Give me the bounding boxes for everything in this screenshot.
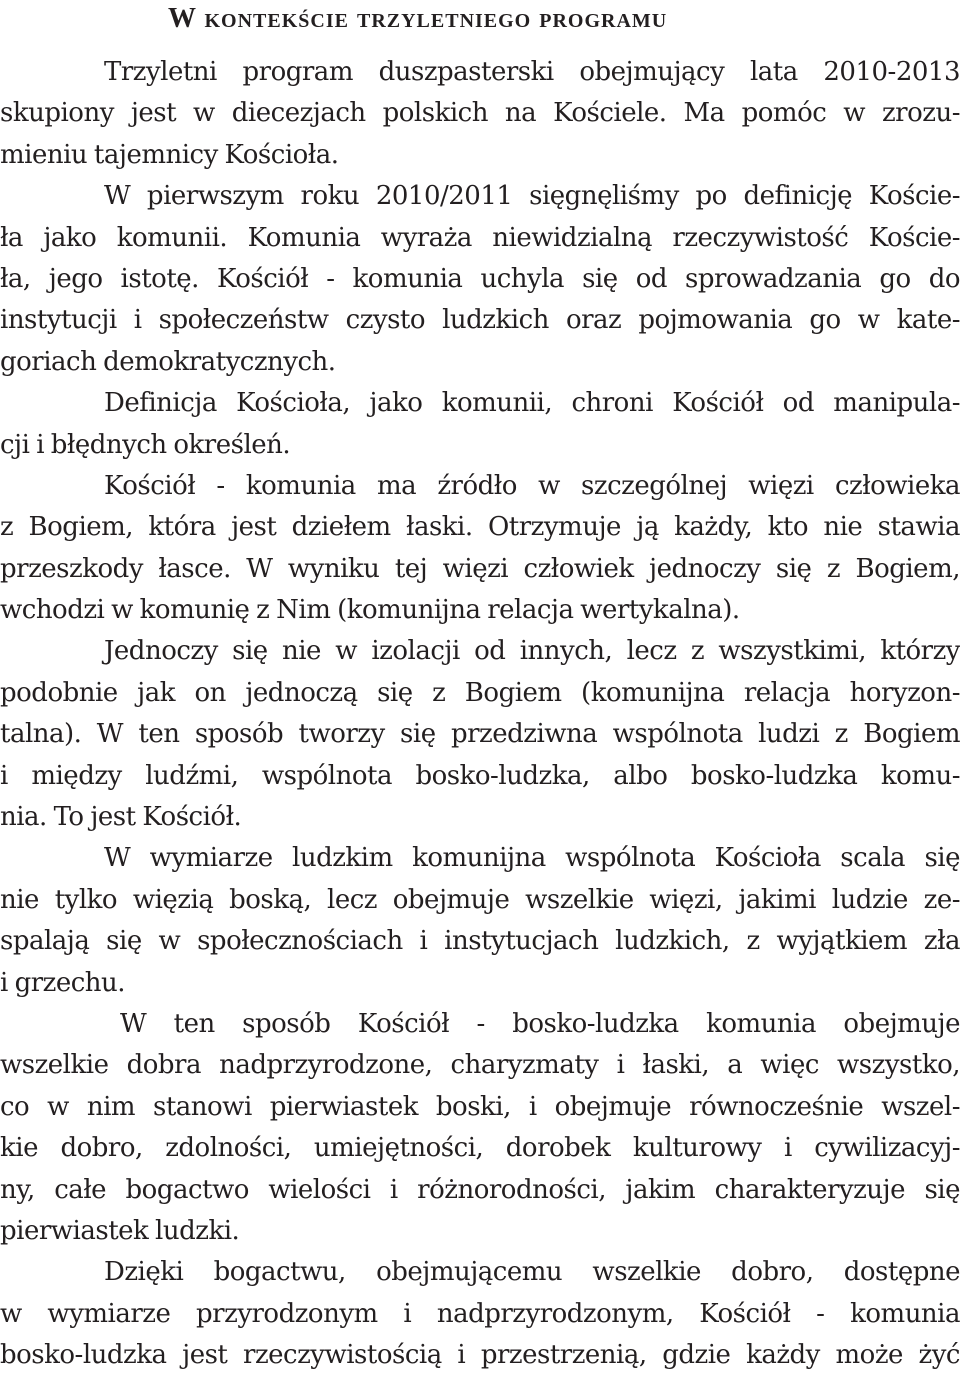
text-line: W pierwszym roku 2010/2011 sięgnęliśmy po definicję Koście-: [104, 181, 960, 212]
text-line: wszelkie dobra nadprzyrodzone, charyzmaty i łaski, a więc wszystko,: [0, 1050, 960, 1081]
text-line: Kościół - komunia ma źródło w szczególnej więzi człowieka: [104, 470, 960, 501]
text-line: co w nim stanowi pierwiastek boski, i obejmuje równocześnie wszel-: [0, 1091, 960, 1122]
body-text: [0, 52, 960, 1377]
text-line: instytucji i społeczeństw czysto ludzkich oraz pojmowania go w kate-: [0, 305, 960, 336]
text-line: W wymiarze ludzkim komunijna wspólnota Kościoła scala się: [104, 843, 960, 874]
text-line: ła, jego istotę. Kościół - komunia uchyla się od sprowadzania go do: [0, 263, 960, 294]
text-line: nie tylko więzią boską, lecz obejmuje wszelkie więzi, jakimi ludzie ze-: [0, 884, 960, 915]
text-line: przeszkody łasce. W wyniku tej więzi człowiek jednoczy się z Bogiem,: [0, 553, 960, 584]
text-line: wchodzi w komunię z Nim (komunijna relacja wertykalna).: [0, 595, 740, 626]
text-line: Dzięki bogactwu, obejmującemu wszelkie dobro, dostępne: [104, 1257, 960, 1288]
text-line: kie dobro, zdolności, umiejętności, dorobek kulturowy i cywilizacyj-: [0, 1133, 960, 1164]
text-line: mieniu tajemnicy Kościoła.: [0, 139, 339, 170]
section-heading: W kontekście trzyletniego programu: [168, 3, 668, 34]
text-line: i między ludźmi, wspólnota bosko-ludzka, albo bosko-ludzka komu-: [0, 760, 960, 791]
text-line: cji i błędnych określeń.: [0, 429, 291, 460]
text-line: Definicja Kościoła, jako komunii, chroni Kościół od manipula-: [104, 388, 960, 419]
text-line: goriach demokratycznych.: [0, 346, 336, 377]
text-line: talna). W ten sposób tworzy się przedziwna wspólnota ludzi z Bogiem: [0, 719, 960, 750]
text-line: ła jako komunii. Komunia wyraża niewidzialną rzeczywistość Koście-: [0, 222, 960, 253]
text-line: i grzechu.: [0, 967, 126, 998]
text-line: W ten sposób Kościół - bosko-ludzka komunia obejmuje: [120, 1008, 960, 1039]
text-line: z Bogiem, która jest dziełem łaski. Otrzymuje ją każdy, kto nie stawia: [0, 512, 960, 543]
text-line: Trzyletni program duszpasterski obejmujący lata 2010-2013: [104, 57, 960, 87]
text-line: nia. To jest Kościół.: [0, 802, 242, 833]
text-line: podobnie jak on jednoczą się z Bogiem (komunijna relacja horyzon-: [0, 677, 960, 708]
text-line: pierwiastek ludzki.: [0, 1215, 240, 1246]
text-line: Jednoczy się nie w izolacji od innych, lecz z wszystkimi, którzy: [104, 636, 960, 667]
text-line: skupiony jest w diecezjach polskich na Kościele. Ma pomóc w zrozu-: [0, 98, 960, 129]
text-line: w wymiarze przyrodzonym i nadprzyrodzonym, Kościół - komunia: [0, 1298, 960, 1329]
text-line: spalają się w społecznościach i instytucjach ludzkich, z wyjątkiem zła: [0, 926, 960, 957]
text-line: ny, całe bogactwo wielości i różnorodności, jakim charakteryzuje się: [0, 1174, 960, 1205]
text-line: bosko-ludzka jest rzeczywistością i przestrzenią, gdzie każdy może żyć: [0, 1340, 960, 1371]
